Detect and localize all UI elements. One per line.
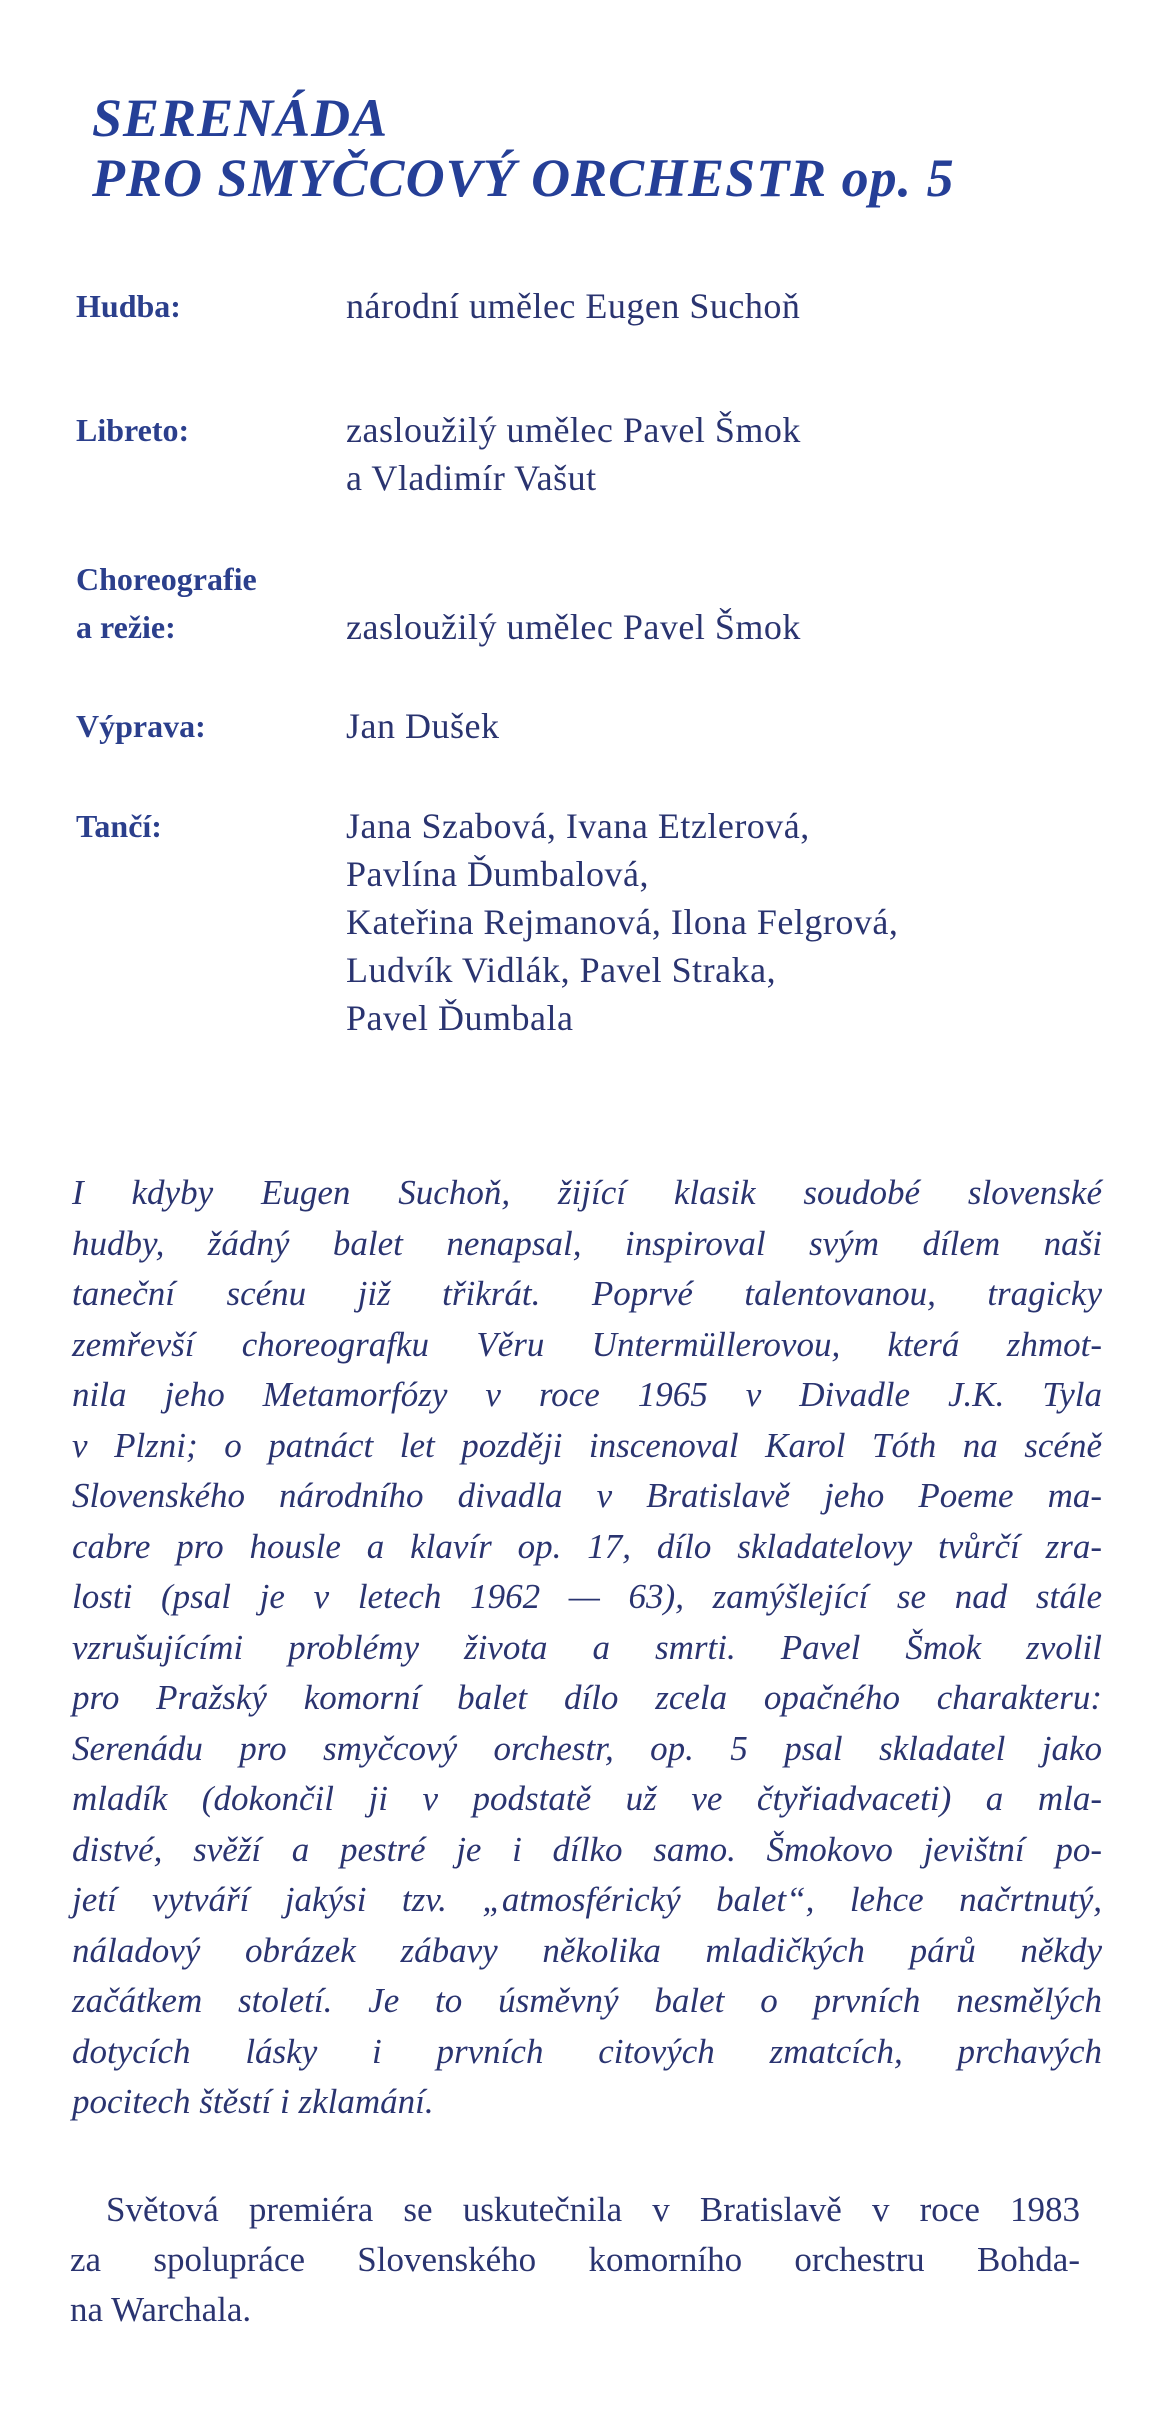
page-title: [92, 88, 955, 208]
description-line: cabre pro housle a klavír op. 17, dílo skladatelovy tvůrčí zra-: [72, 1526, 1102, 1566]
description-line: distvé, svěží a pestré je i dílko samo. Šmokovo jevištní po-: [72, 1829, 1102, 1869]
description-line: Slovenského národního divadla v Bratislavě jeho Poeme ma-: [72, 1476, 1102, 1515]
credit-value: [346, 555, 1066, 651]
credit-label-line: Tančí:: [76, 808, 162, 844]
credit-value-line: národní umělec Eugen Suchoň: [346, 286, 801, 326]
credit-value-line: zasloužilý umělec Pavel Šmok: [346, 607, 801, 647]
credit-label-line: Libreto:: [76, 412, 190, 448]
credit-value-line: Jan Dušek: [346, 706, 500, 746]
description-line: dotycích lásky i prvních citových zmatcích, prchavých: [72, 2031, 1102, 2071]
description-line: jetí vytváří jakýsi tzv. „atmosférický balet“, lehce načrtnutý,: [72, 1880, 1102, 1919]
credit-label: [76, 802, 326, 850]
credit-value-line: Ludvík Vidlák, Pavel Straka,: [346, 950, 777, 990]
credit-label-line: Výprava:: [76, 708, 206, 744]
premiere-line: za spolupráce Slovenského komorního orchestru Bohda-: [70, 2240, 1080, 2279]
credit-label: [76, 282, 326, 330]
description-line: mladík (dokončil ji v podstatě už ve čtyřiadvaceti) a mla-: [72, 1779, 1102, 1818]
credit-value: [346, 802, 1066, 1042]
credit-value-line: zasloužilý umělec Pavel Šmok: [346, 410, 801, 450]
description-line: v Plzni; o patnáct let později inscenoval Karol Tóth na scéně: [72, 1425, 1102, 1465]
description-line: I kdyby Eugen Suchoň, žijící klasik soudobé slovenské: [72, 1173, 1102, 1212]
credit-value-line: a Vladimír Vašut: [346, 458, 597, 498]
credit-value: [346, 702, 1066, 750]
description-line: vzrušujícími problémy života a smrti. Pavel Šmok zvolil: [72, 1627, 1102, 1667]
description-line: začátkem století. Je to úsměvný balet o prvních nesmělých: [72, 1981, 1102, 2020]
description-line: zemřevší choreografku Věru Untermüllerovou, která zhmot-: [72, 1324, 1102, 1364]
description-line: náladový obrázek zábavy několika mladičkých párů někdy: [72, 1930, 1102, 1970]
credit-value-line: Pavlína Ďumbalová,: [346, 854, 649, 894]
description-line: Serenádu pro smyčcový orchestr, op. 5 psal skladatel jako: [72, 1728, 1102, 1768]
credit-value: [346, 406, 1066, 502]
premiere-note: [70, 2185, 1080, 2335]
description-line: pro Pražský komorní balet dílo zcela opačného charakteru:: [72, 1678, 1102, 1717]
credit-label: [76, 555, 326, 651]
premiere-line: Světová premiéra se uskutečnila v Bratislavě v roce 1983: [106, 2190, 1080, 2229]
credit-value-line: [346, 555, 1066, 603]
description-line: losti (psal je v letech 1962 — 63), zamýšlející se nad stále: [72, 1577, 1102, 1616]
credit-value-line: Pavel Ďumbala: [346, 998, 574, 1038]
credit-label-line: Choreografie: [76, 561, 257, 597]
credit-label-line: a režie:: [76, 609, 176, 645]
credit-value-line: Kateřina Rejmanová, Ilona Felgrová,: [346, 902, 899, 942]
credit-value: [346, 282, 1066, 330]
title-line-1: SERENÁDA: [92, 88, 389, 148]
credit-value-line: Jana Szabová, Ivana Etzlerová,: [346, 806, 810, 846]
description-line: taneční scénu již třikrát. Poprvé talentovanou, tragicky: [72, 1274, 1102, 1313]
credit-label-line: Hudba:: [76, 288, 181, 324]
description-line: nila jeho Metamorfózy v roce 1965 v Divadle J.K. Tyla: [72, 1375, 1102, 1414]
description-paragraph: [72, 1168, 1102, 2128]
credit-label: [76, 406, 326, 454]
title-line-2: PRO SMYČCOVÝ ORCHESTR op. 5: [92, 148, 955, 208]
description-line: hudby, žádný balet nenapsal, inspiroval svým dílem naši: [72, 1223, 1102, 1263]
premiere-line: na Warchala.: [70, 2290, 252, 2329]
credit-label: [76, 702, 326, 750]
description-line: pocitech štěstí i zklamání.: [72, 2082, 434, 2121]
